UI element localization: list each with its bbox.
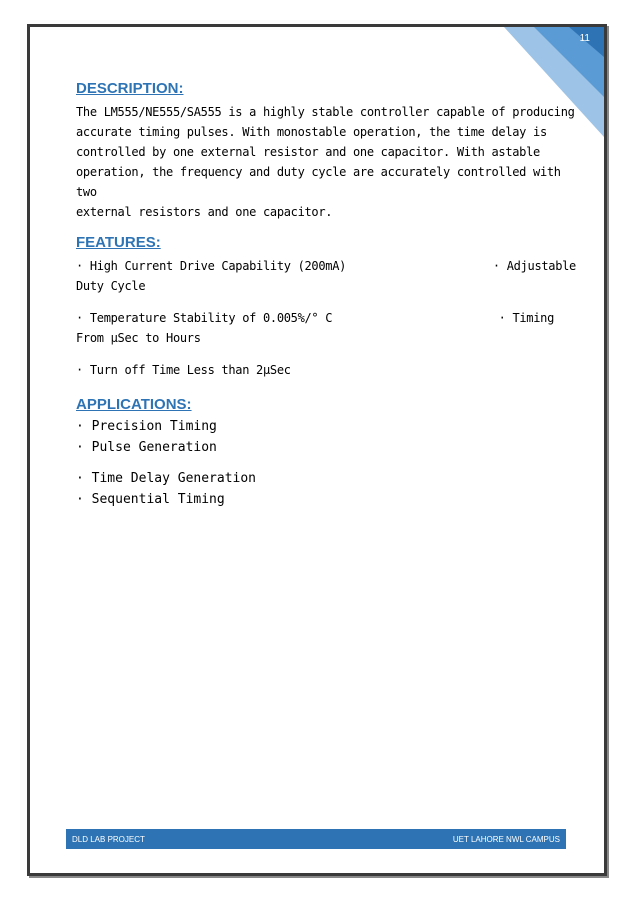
description-line: external resistors and one capacitor. (76, 205, 333, 219)
applications-heading: APPLICATIONS: (76, 396, 192, 413)
applications-section (76, 396, 576, 510)
description-line: controlled by one external resistor and one capacitor. With astable (76, 145, 540, 159)
description-line: accurate timing pulses. With monostable operation, the time delay is (76, 125, 547, 139)
feature-row (76, 256, 576, 296)
feature-row (76, 308, 576, 348)
main-content (76, 80, 576, 510)
feature-item: · Timing (498, 311, 554, 325)
footer-left-text: DLD LAB PROJECT (72, 834, 145, 844)
feature-item: · High Current Drive Capability (200mA) (76, 259, 347, 273)
application-item: · Precision Timing (76, 419, 217, 434)
page-footer (66, 829, 566, 849)
footer-right-text: UET LAHORE NWL CAMPUS (452, 834, 560, 844)
features-section (76, 234, 576, 380)
page-number: 11 (579, 33, 590, 44)
features-heading: FEATURES: (76, 234, 161, 251)
feature-item: · Turn off Time Less than 2μSec (76, 363, 291, 377)
feature-item: · Adjustable (492, 259, 576, 273)
description-line: operation, the frequency and duty cycle are accurately controlled with two (76, 165, 561, 199)
application-item: · Time Delay Generation (76, 471, 257, 486)
description-heading: DESCRIPTION: (76, 80, 184, 97)
feature-item: · Temperature Stability of 0.005%/° C (76, 311, 333, 325)
application-item: · Pulse Generation (76, 440, 217, 455)
description-line: The LM555/NE555/SA555 is a highly stable controller capable of producing (76, 105, 575, 119)
feature-item-continued: From μSec to Hours (76, 331, 201, 345)
feature-row (76, 360, 576, 380)
description-section (76, 80, 576, 222)
feature-item-continued: Duty Cycle (76, 279, 146, 293)
application-item: · Sequential Timing (76, 492, 225, 507)
